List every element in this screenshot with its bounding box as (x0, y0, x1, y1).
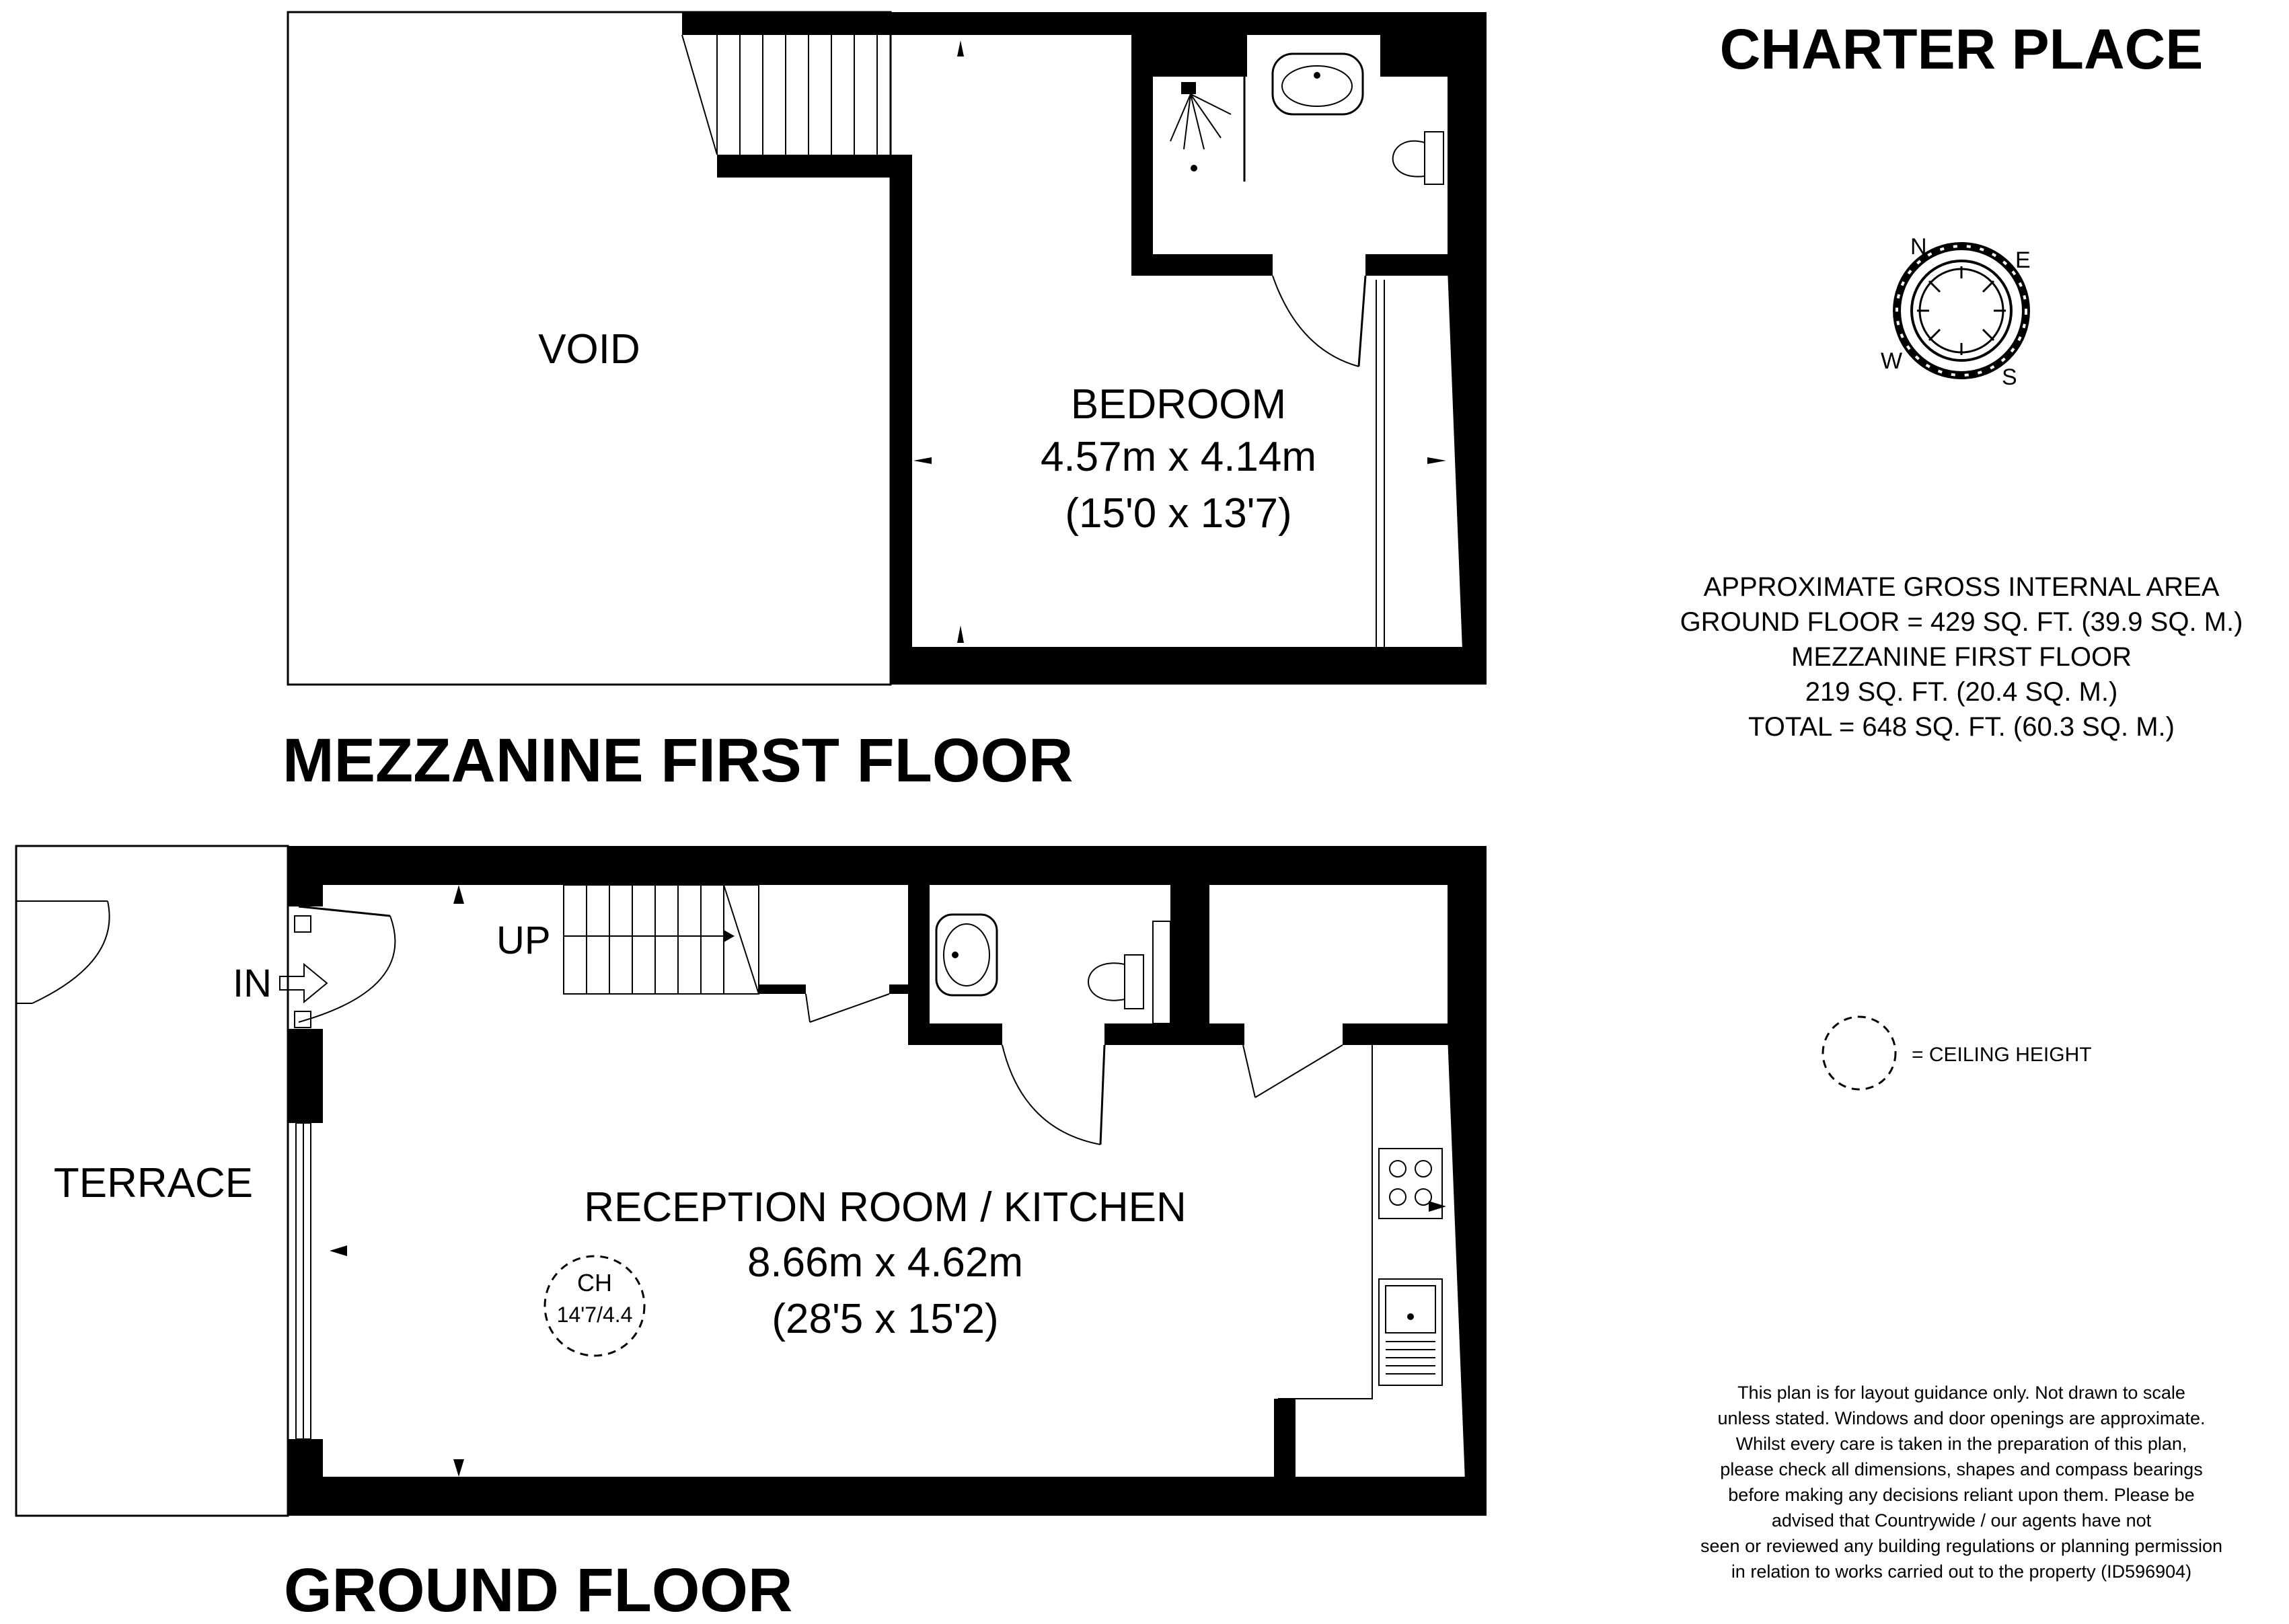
area-summary (1680, 572, 2243, 742)
ground-stairs (564, 885, 759, 994)
terrace-label: TERRACE (53, 1160, 254, 1206)
area-line: MEZZANINE FIRST FLOOR (1791, 642, 2132, 672)
compass-icon (1897, 246, 2026, 375)
reception-dim-arrow-bottom (453, 1459, 464, 1477)
ground-heading: GROUND FLOOR (284, 1556, 793, 1624)
reception-imperial: (28'5 x 15'2) (772, 1296, 999, 1342)
disclaimer-line: Whilst every care is taken in the preparation of this plan, (1735, 1434, 2187, 1454)
sink-icon (1379, 1279, 1442, 1385)
mezz-stair-wall (717, 155, 912, 178)
mezz-bath-top-wall (1153, 35, 1247, 77)
disclaimer-line: unless stated. Windows and door openings are approximate. (1717, 1408, 2206, 1428)
mezzanine-plan (288, 12, 1487, 685)
wc-right-inner (1153, 921, 1170, 1023)
disclaimer-line: advised that Countrywide / our agents have not (1771, 1510, 2152, 1531)
property-title: CHARTER PLACE (1719, 17, 2204, 81)
legend-ceiling-height: = CEILING HEIGHT (1912, 1044, 2092, 1066)
wc-left-wall (908, 885, 930, 1045)
reception-dim-arrow-left (330, 1245, 347, 1256)
bedroom-dim-arrow-right (1427, 457, 1446, 464)
bedroom-dim-arrow-top (957, 40, 964, 56)
understair-door (759, 984, 915, 1022)
mezz-bath-left-wall (1131, 35, 1153, 276)
area-line: TOTAL = 648 SQ. FT. (60.3 SQ. M.) (1748, 712, 2175, 742)
mezz-bath-bottom-wall-b (1365, 254, 1457, 276)
bedroom-imperial: (15'0 x 13'7) (1065, 490, 1292, 537)
mezz-right-wall (1448, 12, 1487, 685)
ceiling-marker-code: CH (577, 1269, 612, 1297)
area-line: 219 SQ. FT. (20.4 SQ. M.) (1805, 677, 2118, 707)
disclaimer-line: seen or reviewed any building regulations or planning permission (1700, 1536, 2222, 1556)
bedroom-name: BEDROOM (1070, 381, 1287, 428)
kitchen-counter (1274, 1045, 1442, 1477)
bedroom-dim-arrow-left (913, 457, 932, 464)
toilet-icon (1393, 132, 1443, 184)
entrance-door (295, 906, 395, 1028)
stairs-up-label: UP (496, 919, 551, 962)
disclaimer (1700, 1383, 2222, 1582)
store-bottom-wall-a (1188, 1023, 1243, 1045)
mezz-bottom-wall (891, 647, 1487, 685)
ground-right-wall (1448, 846, 1487, 1516)
ground-left-wall-top (288, 846, 323, 906)
reception-dim-arrow-top (453, 885, 464, 904)
bathroom-door-swing (1273, 276, 1365, 366)
store-left-wall (1188, 885, 1209, 1023)
entrance-label: IN (233, 962, 272, 1005)
ground-left-wall-mid (288, 1029, 323, 1123)
compass-s: S (2002, 364, 2017, 390)
ground-bottom-wall (288, 1477, 1487, 1516)
mezz-bath-bottom-wall-a (1131, 254, 1273, 276)
legend-ceiling-marker-icon (1823, 1017, 1896, 1089)
mezz-top-wall (682, 12, 1487, 35)
area-line: APPROXIMATE GROSS INTERNAL AREA (1703, 572, 2220, 602)
bedroom-metric: 4.57m x 4.14m (1040, 434, 1317, 480)
wc-toilet-icon (1088, 955, 1143, 1009)
store-door-swing (1243, 1045, 1343, 1097)
terrace-door-swing (32, 901, 110, 1003)
mezz-bedroom-left-wall (891, 155, 912, 685)
store-bottom-wall-b (1343, 1023, 1450, 1045)
wc-door-swing (1002, 1045, 1104, 1145)
mezz-bath-top-wall-b (1380, 35, 1448, 77)
wc-basin-icon (936, 915, 997, 995)
compass-n: N (1910, 234, 1927, 260)
reception-dim-arrow-right (1429, 1201, 1446, 1212)
wc-bottom-wall-a (908, 1023, 1002, 1045)
bedroom-dim-arrow-bottom (957, 625, 964, 643)
compass-w: W (1881, 348, 1903, 374)
ceiling-marker-value: 14'7/4.4 (556, 1303, 633, 1327)
ground-top-wall (288, 846, 1487, 885)
reception-metric: 8.66m x 4.62m (747, 1239, 1024, 1286)
disclaimer-line: please check all dimensions, shapes and compass bearings (1720, 1459, 2203, 1479)
area-line: GROUND FLOOR = 429 SQ. FT. (39.9 SQ. M.) (1680, 607, 2243, 637)
disclaimer-line: before making any decisions reliant upon them. Please be (1728, 1485, 2195, 1505)
void-label: VOID (538, 326, 640, 373)
basin-icon (1273, 54, 1363, 114)
disclaimer-line: This plan is for layout guidance only. Not drawn to scale (1737, 1383, 2185, 1403)
reception-name: RECEPTION ROOM / KITCHEN (584, 1184, 1187, 1231)
disclaimer-line: in relation to works carried out to the property (ID596904) (1731, 1561, 2192, 1582)
compass-e: E (2015, 247, 2031, 273)
mezz-stairs (682, 35, 877, 155)
mezzanine-heading: MEZZANINE FIRST FLOOR (283, 726, 1074, 795)
shower-icon (1170, 77, 1244, 182)
